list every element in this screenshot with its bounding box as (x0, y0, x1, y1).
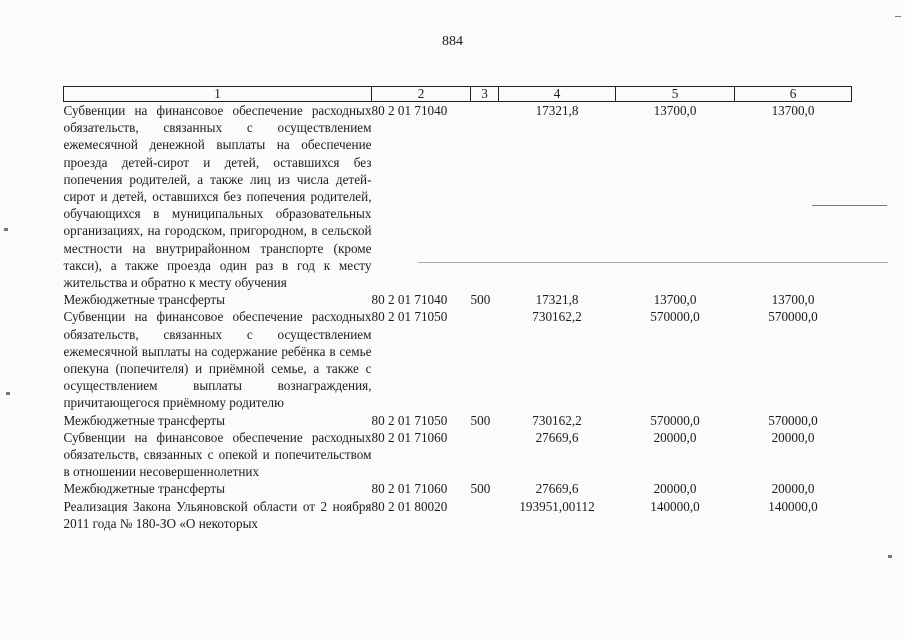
row-value-4: 17321,8 (535, 292, 579, 308)
row-type: 500 (470, 412, 491, 428)
row-value-6: 20000,0 (771, 481, 815, 497)
table-header-row (64, 87, 852, 102)
table-row (64, 498, 852, 532)
row-value-5: 20000,0 (653, 429, 697, 445)
column-header: 3 (471, 87, 499, 102)
column-header: 1 (64, 87, 372, 102)
table-row (64, 308, 852, 411)
column-header: 2 (372, 87, 471, 102)
row-value-6: 20000,0 (771, 429, 815, 445)
row-type: 500 (470, 481, 491, 497)
row-value-6: 13700,0 (771, 292, 815, 308)
table-row (64, 429, 852, 481)
row-value-5: 20000,0 (653, 481, 697, 497)
row-code: 80 2 01 71060 (371, 429, 448, 445)
row-name: Субвенции на финансовое обеспечение расходных обязательств, связанных с опекой и попечительством в отношении несовершеннолетних (63, 429, 372, 480)
column-header: 6 (735, 87, 852, 102)
row-code: 80 2 01 71040 (371, 103, 448, 118)
row-value-5: 570000,0 (650, 309, 700, 325)
row-value-4: 27669,6 (535, 481, 579, 497)
row-value-4: 27669,6 (535, 429, 579, 445)
scan-artefact (4, 228, 8, 231)
row-code: 80 2 01 71060 (371, 481, 448, 497)
scan-artefact (888, 555, 892, 558)
row-name: Субвенции на финансовое обеспечение расходных обязательств, связанных с осуществлением ежемесячной выплаты на содержание ребёнка в семье опекуна (попечителя) и приёмной семье, а также с осуществлением выплаты вознаграждения, причитающегося приёмному родителю (63, 309, 372, 411)
row-code: 80 2 01 71040 (371, 292, 448, 308)
row-type (471, 429, 499, 481)
column-header: 5 (616, 87, 735, 102)
row-value-4: 193951,00112 (519, 498, 595, 514)
row-value-6: 570000,0 (768, 309, 818, 325)
row-type (471, 308, 499, 411)
scan-artefact (895, 16, 901, 17)
row-code: 80 2 01 80020 (371, 498, 448, 514)
row-code: 80 2 01 71050 (371, 412, 448, 428)
table-row (64, 412, 852, 429)
row-name: Реализация Закона Ульяновской области от 2 ноября 2011 года № 180-ЗО «О некоторых (63, 498, 372, 531)
row-name: Межбюджетные трансферты (63, 412, 225, 428)
row-value-4: 17321,8 (535, 103, 579, 118)
row-value-4: 730162,2 (532, 412, 582, 428)
row-value-4: 730162,2 (532, 309, 582, 325)
row-name: Межбюджетные трансферты (63, 292, 225, 308)
row-value-5: 13700,0 (653, 103, 697, 118)
budget-table (63, 86, 852, 532)
row-value-6: 13700,0 (771, 103, 815, 118)
row-value-5: 570000,0 (650, 412, 700, 428)
row-code: 80 2 01 71050 (371, 309, 448, 325)
table-row (64, 291, 852, 308)
row-value-6: 570000,0 (768, 412, 818, 428)
row-type (471, 498, 499, 532)
table-row (64, 480, 852, 497)
row-name: Межбюджетные трансферты (63, 481, 225, 497)
column-header: 4 (499, 87, 616, 102)
row-type: 500 (470, 292, 491, 308)
row-name: Субвенции на финансовое обеспечение расходных обязательств, связанных с осуществлением ежемесячной денежной выплаты на обеспечение проезда детей-сирот и детей, оставшихся без попечения родителей, а также лиц из числа детей-сирот и детей, оставшихся без попечения родителей, обучающихся в муниципальных образовательных организациях, на городском, пригородном, в сельской местности на внутрирайонном транспорте (кроме такси), а также проезда один раз в год к месту жительства и обратно к месту обучения (63, 103, 372, 291)
row-value-6: 140000,0 (768, 498, 818, 514)
row-value-5: 140000,0 (650, 498, 700, 514)
scan-artefact (6, 392, 10, 395)
page-number: 884 (442, 34, 463, 49)
scan-artefact (418, 262, 888, 263)
scan-artefact (812, 205, 887, 206)
row-value-5: 13700,0 (653, 292, 697, 308)
